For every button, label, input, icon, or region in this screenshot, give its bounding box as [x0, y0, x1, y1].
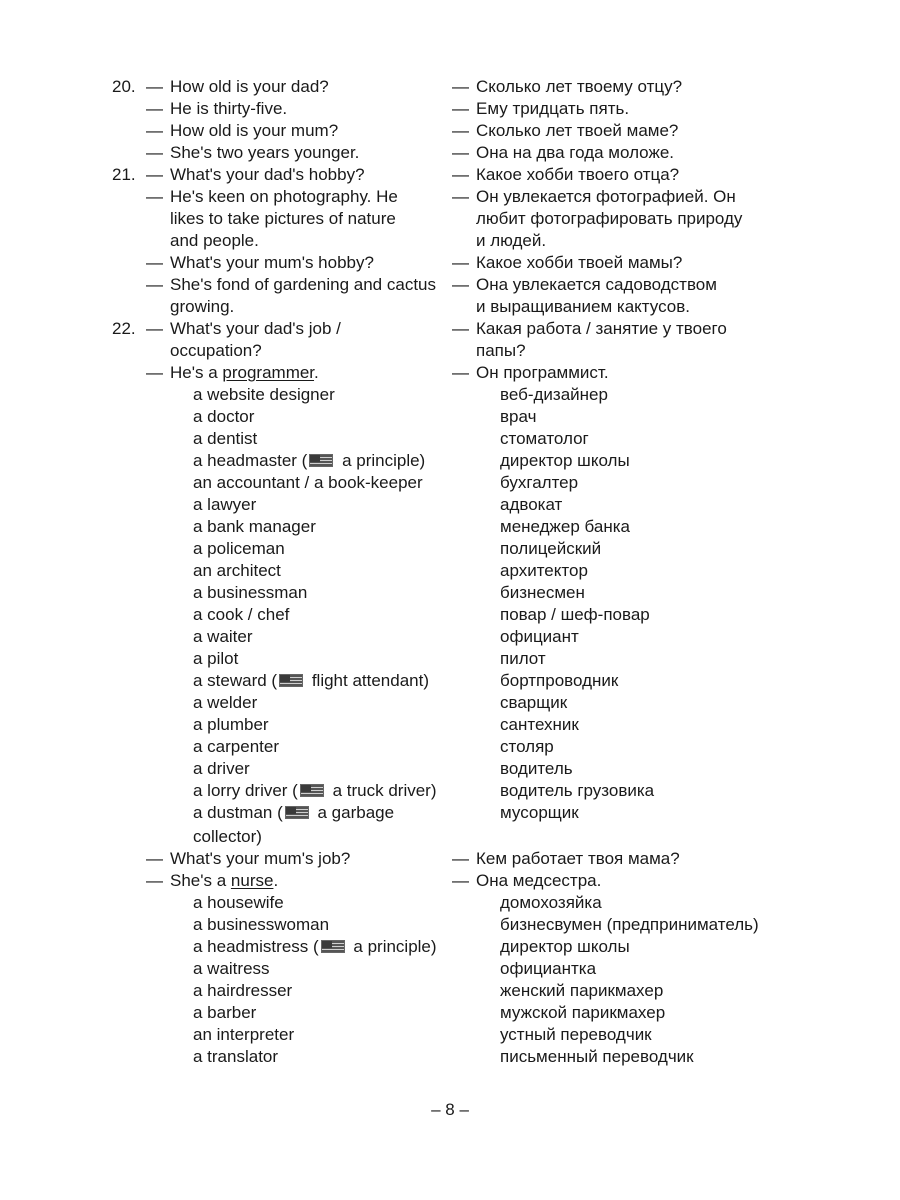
english-text: likes to take pictures of nature [170, 209, 396, 228]
dash: — [146, 319, 163, 338]
dialogue-line [0, 76, 900, 98]
russian-text: Какое хобби твоей мамы? [476, 253, 683, 272]
dash: — [146, 849, 163, 868]
english-term-part: a truck driver) [327, 781, 437, 800]
dash: — [452, 165, 469, 184]
english-term-part: a headmistress ( [193, 937, 319, 956]
us-flag-icon [279, 674, 303, 687]
russian-term: устный переводчик [500, 1025, 652, 1044]
russian-term: бизнесмен [500, 583, 585, 602]
russian-term: директор школы [500, 937, 630, 956]
item-number: 20. [112, 77, 136, 96]
russian-term: водитель [500, 759, 573, 778]
russian-text: Она увлекается садоводством [476, 275, 717, 294]
english-text: growing. [170, 297, 235, 316]
english-text: She's fond of gardening and cactus [170, 275, 436, 294]
russian-term: бизнесвумен (предприниматель) [500, 915, 759, 934]
english-term-part: a principle) [337, 451, 426, 470]
english-term: a businessman [193, 583, 308, 602]
vocab-row [0, 780, 900, 802]
english-term: an interpreter [193, 1025, 295, 1044]
dialogue-line [0, 870, 900, 892]
dash: — [146, 871, 163, 890]
vocab-row [0, 450, 900, 472]
dash: — [452, 849, 469, 868]
english-text: How old is your mum? [170, 121, 339, 140]
dash: — [146, 165, 163, 184]
english-term: a dentist [193, 429, 258, 448]
russian-term: менеджер банка [500, 517, 630, 536]
vocab-row [0, 494, 900, 516]
item-number: 21. [112, 165, 136, 184]
english-term: an accountant / a book-keeper [193, 473, 423, 492]
english-term: a carpenter [193, 737, 279, 756]
english-term: a businesswoman [193, 915, 330, 934]
russian-text: и людей. [476, 231, 547, 250]
english-text: What's your mum's job? [170, 849, 351, 868]
vocab-row [0, 758, 900, 780]
english-text: What's your mum's hobby? [170, 253, 374, 272]
vocab-row [0, 692, 900, 714]
us-flag-icon [300, 784, 324, 797]
english-term-part: flight attendant) [307, 671, 430, 690]
russian-text: Ему тридцать пять. [476, 99, 630, 118]
english-text: and people. [170, 231, 259, 250]
english-term: a waitress [193, 959, 270, 978]
russian-term: столяр [500, 737, 554, 756]
english-term: a driver [193, 759, 250, 778]
dialogue-line [0, 208, 900, 230]
english-term: a hairdresser [193, 981, 293, 1000]
dash: — [146, 363, 163, 382]
dash: — [452, 99, 469, 118]
page-number: – 8 – [431, 1100, 469, 1119]
vocab-row [0, 914, 900, 936]
vocab-row [0, 714, 900, 736]
vocab-row [0, 802, 900, 824]
russian-term: мусорщик [500, 803, 579, 822]
english-term-part: a dustman ( [193, 803, 283, 822]
vocab-row [0, 936, 900, 958]
dash: — [452, 253, 469, 272]
english-term: a waiter [193, 627, 253, 646]
russian-text: Сколько лет твоему отцу? [476, 77, 683, 96]
underlined-keyword: programmer [222, 363, 315, 382]
english-term: a barber [193, 1003, 257, 1022]
vocab-row [0, 736, 900, 758]
dash: — [452, 143, 469, 162]
russian-term: архитектор [500, 561, 588, 580]
vocab-row [0, 980, 900, 1002]
english-text: He is thirty-five. [170, 99, 288, 118]
vocab-row [0, 670, 900, 692]
russian-term: веб-дизайнер [500, 385, 608, 404]
vocab-row [0, 384, 900, 406]
vocab-row [0, 604, 900, 626]
dialogue-line [0, 164, 900, 186]
dialogue-line [0, 296, 900, 318]
vocab-row [0, 472, 900, 494]
dialogue-line [0, 98, 900, 120]
english-term [193, 936, 437, 958]
underlined-keyword: nurse [230, 871, 274, 890]
dash: — [452, 363, 469, 382]
russian-text: Она медсестра. [476, 871, 602, 890]
english-text [170, 362, 319, 384]
vocab-row [0, 626, 900, 648]
russian-term: домохозяйка [500, 893, 602, 912]
dash: — [452, 187, 469, 206]
russian-text: папы? [476, 341, 526, 360]
russian-term: официантка [500, 959, 597, 978]
dialogue-line [0, 142, 900, 164]
dialogue-line [0, 186, 900, 208]
russian-text: Кем работает твоя мама? [476, 849, 680, 868]
vocab-row [0, 648, 900, 670]
vocab-row [0, 1002, 900, 1024]
english-term: a bank manager [193, 517, 316, 536]
english-term: a website designer [193, 385, 335, 404]
english-term: a doctor [193, 407, 255, 426]
dash: — [146, 99, 163, 118]
vocab-row [0, 428, 900, 450]
english-term [193, 670, 429, 692]
english-term-part: a headmaster ( [193, 451, 308, 470]
dash: — [452, 121, 469, 140]
russian-term: директор школы [500, 451, 630, 470]
dialogue-line [0, 252, 900, 274]
english-term-part: a garbage [312, 803, 395, 822]
vocab-row [0, 516, 900, 538]
english-term [193, 450, 425, 472]
vocab-row [0, 538, 900, 560]
dash: — [146, 275, 163, 294]
russian-term: стоматолог [500, 429, 589, 448]
english-term-part: a lorry driver ( [193, 781, 298, 800]
answer-prefix: He's a [170, 363, 223, 382]
russian-text: любит фотографировать природу [476, 209, 743, 228]
russian-term: адвокат [500, 495, 563, 514]
russian-term: пилот [500, 649, 546, 668]
english-term: a cook / chef [193, 605, 290, 624]
dialogue-line [0, 362, 900, 384]
russian-term: мужской парикмахер [500, 1003, 666, 1022]
english-term: a plumber [193, 715, 269, 734]
russian-text: Она на два года моложе. [476, 143, 674, 162]
dash: — [452, 871, 469, 890]
english-term: a pilot [193, 649, 239, 668]
russian-text: Он программист. [476, 363, 609, 382]
english-text: collector) [193, 827, 262, 846]
us-flag-icon [309, 454, 333, 467]
russian-text: и выращиванием кактусов. [476, 297, 690, 316]
english-term-part: a principle) [348, 937, 437, 956]
russian-term: бухгалтер [500, 473, 579, 492]
english-term [193, 802, 394, 824]
russian-term: женский парикмахер [500, 981, 664, 1000]
english-text: occupation? [170, 341, 262, 360]
english-term: a translator [193, 1047, 279, 1066]
vocab-row [0, 582, 900, 604]
vocab-row [0, 958, 900, 980]
russian-term: официант [500, 627, 579, 646]
dash: — [452, 275, 469, 294]
russian-term: письменный переводчик [500, 1047, 694, 1066]
english-term: a housewife [193, 893, 284, 912]
dialogue-line [0, 230, 900, 252]
item-number: 22. [112, 319, 136, 338]
russian-text: Какое хобби твоего отца? [476, 165, 680, 184]
dialogue-line [0, 274, 900, 296]
dialogue-line [0, 848, 900, 870]
russian-term: сантехник [500, 715, 579, 734]
english-term: a welder [193, 693, 258, 712]
russian-text: Какая работа / занятие у твоего [476, 319, 727, 338]
dialogue-line [0, 340, 900, 362]
english-term: an architect [193, 561, 281, 580]
vocab-row [0, 892, 900, 914]
russian-term: полицейский [500, 539, 602, 558]
english-text [170, 870, 278, 892]
dash: — [146, 77, 163, 96]
english-text: What's your dad's hobby? [170, 165, 365, 184]
dash: — [146, 121, 163, 140]
english-term-part: a steward ( [193, 671, 278, 690]
russian-term: сварщик [500, 693, 568, 712]
us-flag-icon [285, 806, 309, 819]
english-text: How old is your dad? [170, 77, 329, 96]
russian-text: Сколько лет твоей маме? [476, 121, 679, 140]
answer-suffix: . [273, 871, 279, 890]
vocab-row [0, 1024, 900, 1046]
dash: — [146, 253, 163, 272]
english-term: a lawyer [193, 495, 257, 514]
dash: — [452, 77, 469, 96]
russian-term: врач [500, 407, 537, 426]
english-text: What's your dad's job / [170, 319, 341, 338]
vocab-row [0, 1046, 900, 1068]
english-term: a policeman [193, 539, 285, 558]
english-term [193, 780, 437, 802]
dialogue-line [0, 826, 900, 848]
dash: — [146, 187, 163, 206]
russian-term: бортпроводник [500, 671, 619, 690]
russian-term: повар / шеф-повар [500, 605, 650, 624]
dialogue-line [0, 120, 900, 142]
dialogue-line [0, 318, 900, 340]
dash: — [452, 319, 469, 338]
english-text: He's keen on photography. He [170, 187, 398, 206]
russian-text: Он увлекается фотографией. Он [476, 187, 736, 206]
english-text: She's two years younger. [170, 143, 360, 162]
vocab-row [0, 560, 900, 582]
russian-term: водитель грузовика [500, 781, 655, 800]
dash: — [146, 143, 163, 162]
us-flag-icon [321, 940, 345, 953]
answer-suffix: . [314, 363, 319, 382]
vocab-row [0, 406, 900, 428]
answer-prefix: She's a [170, 871, 231, 890]
